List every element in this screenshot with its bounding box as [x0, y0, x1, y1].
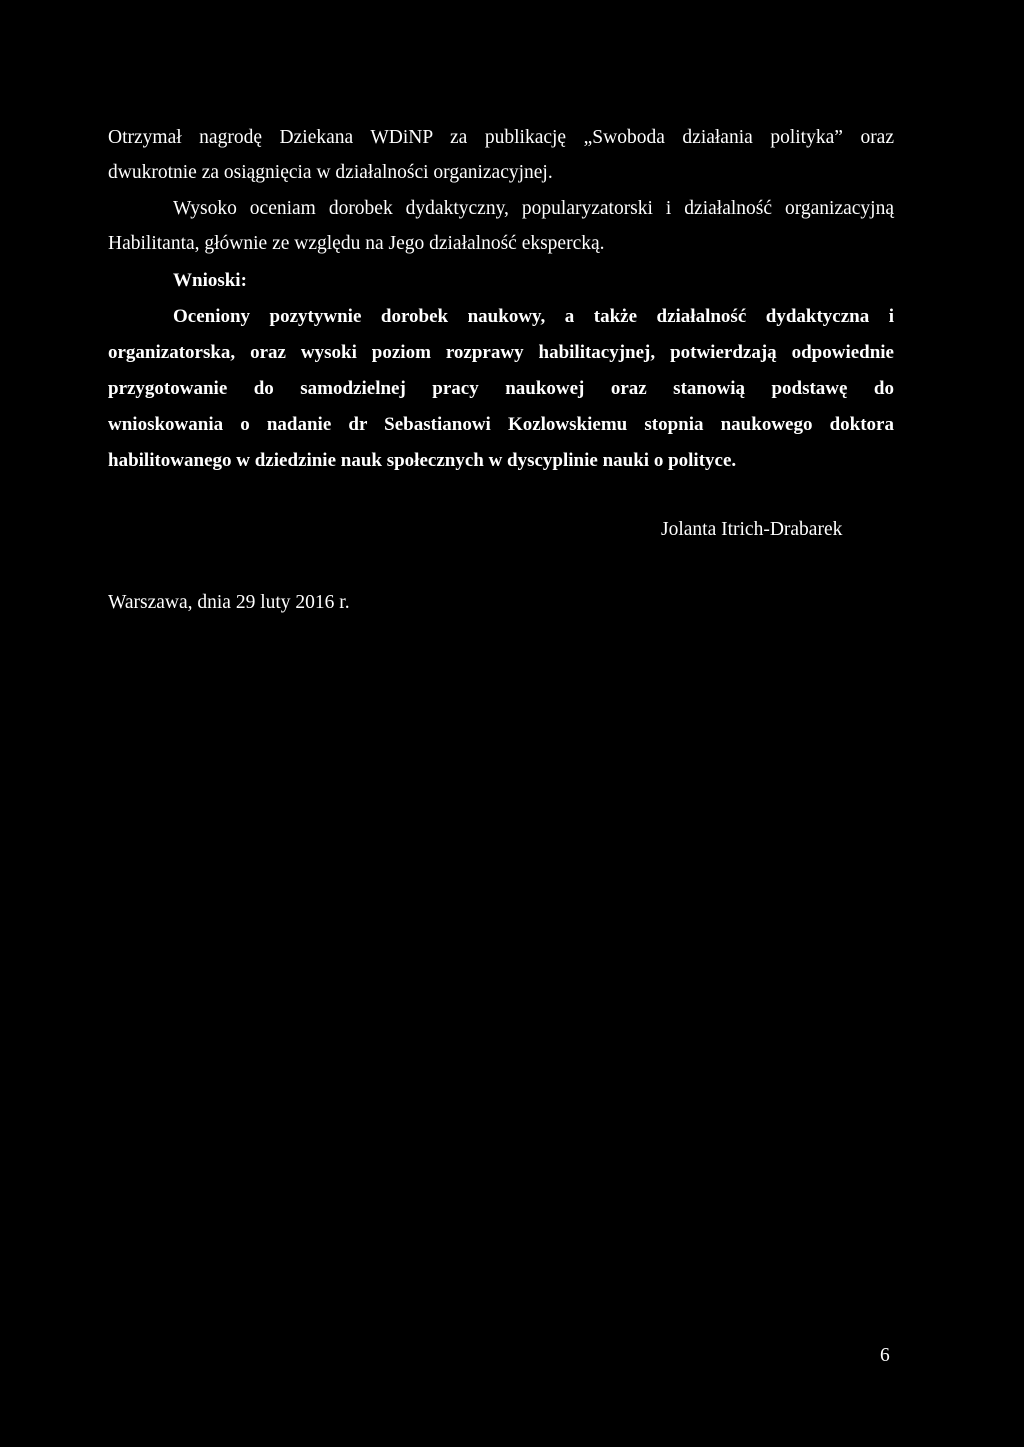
page-number: 6 — [880, 1345, 890, 1366]
place-date: Warszawa, dnia 29 luty 2016 r. — [108, 592, 350, 613]
signature: Jolanta Itrich-Drabarek — [661, 519, 843, 540]
paragraph2-line1: Wysoko oceniam dorobek dydaktyczny, popularyzatorski i działalność organizacyjną — [173, 198, 894, 219]
conclusions-line: przygotowanie do samodzielnej pracy naukowej oraz stanowią podstawę do — [108, 378, 894, 399]
paragraph2-line2: Habilitanta, głównie ze względu na Jego działalność ekspercką. — [108, 233, 605, 254]
conclusions-line: organizatorska, oraz wysoki poziom rozprawy habilitacyjnej, potwierdzają odpowiednie — [108, 342, 894, 363]
conclusions-line: habilitowanego w dziedzinie nauk społecznych w dyscyplinie nauki o polityce. — [108, 450, 737, 471]
paragraph1-line1: Otrzymał nagrodę Dziekana WDiNP za publikację „Swoboda działania polityka” oraz — [108, 127, 894, 148]
conclusions-line: wnioskowania o nadanie dr Sebastianowi Kozlowskiemu stopnia naukowego doktora — [108, 414, 894, 435]
conclusions-heading: Wnioski: — [173, 270, 247, 291]
conclusions-line: Oceniony pozytywnie dorobek naukowy, a także działalność dydaktyczna i — [173, 306, 894, 327]
paragraph1-line2: dwukrotnie za osiągnięcia w działalności organizacyjnej. — [108, 162, 553, 183]
